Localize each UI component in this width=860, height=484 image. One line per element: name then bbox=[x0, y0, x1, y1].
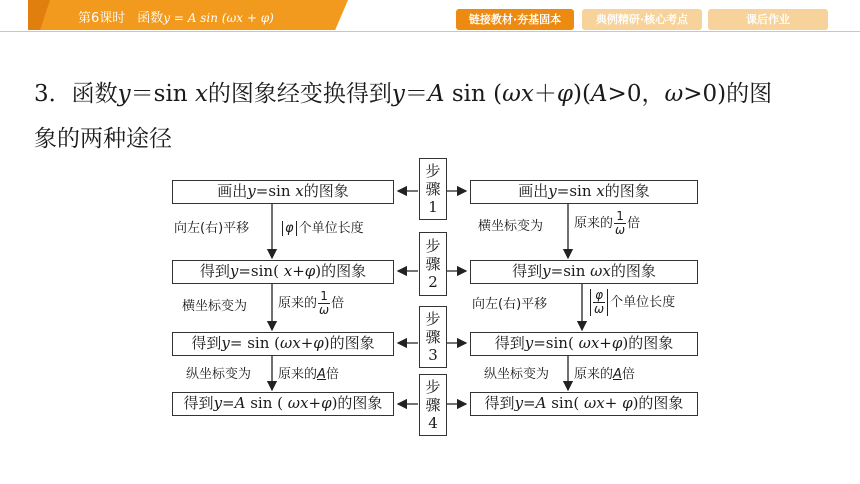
transform-suffix: 倍 bbox=[627, 216, 641, 231]
transform-middle: 原来的 bbox=[574, 216, 614, 231]
frac-num: 1 bbox=[318, 290, 330, 304]
step-char: 骤 bbox=[425, 328, 441, 346]
frac-den: ω bbox=[615, 223, 626, 237]
heading-part: 的图象经变换得到 bbox=[207, 81, 392, 107]
step-char: 1 bbox=[428, 198, 438, 216]
left-transform-3-detail bbox=[278, 366, 339, 384]
heading-part: y bbox=[391, 81, 405, 107]
heading-part: sin ( bbox=[444, 81, 503, 107]
step-char: 骤 bbox=[425, 255, 441, 273]
heading-part: ＝ bbox=[404, 81, 428, 107]
fraction-1-over-omega bbox=[614, 210, 626, 237]
step-char: 步 bbox=[425, 237, 441, 255]
left-box-2: 得到y=sin( x+φ)的图象 bbox=[172, 260, 394, 284]
left-box-3: 得到y= sin (ωx+φ)的图象 bbox=[172, 332, 394, 356]
heading-part: ωx bbox=[502, 81, 534, 107]
heading-part: x bbox=[194, 81, 208, 107]
step-box-2 bbox=[419, 232, 447, 296]
transform-suffix: 个单位长度 bbox=[610, 295, 676, 310]
transform-middle: 原来的 bbox=[574, 367, 614, 382]
heading-line-2: 象的两种途径 bbox=[34, 126, 172, 152]
frac-den: ω bbox=[594, 302, 605, 316]
abs-phi: φ bbox=[282, 221, 297, 236]
step-box-3 bbox=[419, 306, 447, 368]
heading-part: A bbox=[590, 81, 608, 107]
frac-num: φ bbox=[593, 289, 605, 303]
heading-part: ＝sin bbox=[130, 81, 195, 107]
lesson-label: 第6课时 bbox=[78, 11, 126, 26]
step-char: 2 bbox=[428, 273, 438, 291]
right-transform-3-prefix: 纵坐标变为 bbox=[484, 367, 550, 382]
heading-part: 3．函数 bbox=[34, 81, 118, 107]
right-transform-1-detail bbox=[574, 210, 640, 237]
lesson-title-prefix: 函数 bbox=[137, 11, 164, 26]
transform-suffix: 倍 bbox=[621, 367, 635, 382]
transform-middle: 原来的 bbox=[278, 367, 318, 382]
step-char: 步 bbox=[425, 310, 441, 328]
abs-fraction-phi-over-omega bbox=[590, 289, 608, 316]
step-char: 4 bbox=[428, 414, 438, 432]
right-transform-1-prefix: 横坐标变为 bbox=[478, 219, 544, 234]
right-box-4: 得到y=A sin( ωx+ φ)的图象 bbox=[470, 392, 698, 416]
heading-part: A bbox=[427, 81, 445, 107]
step-box-4 bbox=[419, 374, 447, 436]
step-char: 骤 bbox=[425, 180, 441, 198]
left-transform-1-prefix: 向左(右)平移 bbox=[174, 221, 250, 236]
right-box-2: 得到y=sin ωx的图象 bbox=[470, 260, 698, 284]
left-box-4: 得到y=A sin ( ωx+φ)的图象 bbox=[172, 392, 394, 416]
step-char: 步 bbox=[425, 378, 441, 396]
right-box-3: 得到y=sin( ωx+φ)的图象 bbox=[470, 332, 698, 356]
step-box-1 bbox=[419, 158, 447, 220]
var-a: A bbox=[613, 367, 622, 382]
transform-middle: 原来的 bbox=[278, 296, 318, 311]
right-box-1: 画出y=sin x的图象 bbox=[470, 180, 698, 204]
heading-part: φ bbox=[556, 81, 573, 107]
left-transform-1-detail bbox=[280, 220, 364, 238]
left-box-1: 画出y=sin x的图象 bbox=[172, 180, 394, 204]
frac-den: ω bbox=[319, 303, 330, 317]
heading-part: )( bbox=[572, 81, 591, 107]
tab-homework[interactable]: 课后作业 bbox=[708, 9, 828, 30]
heading-part: y bbox=[117, 81, 131, 107]
heading-part: >0， bbox=[607, 81, 665, 107]
left-transform-2-prefix: 横坐标变为 bbox=[182, 299, 248, 314]
right-transform-3-detail bbox=[574, 366, 635, 384]
fraction-1-over-omega bbox=[318, 290, 330, 317]
left-transform-2-detail bbox=[278, 290, 344, 317]
heading-part: ＋ bbox=[533, 81, 557, 107]
tab-textbook-basics[interactable]: 链接教材·夯基固本 bbox=[456, 9, 574, 30]
left-transform-3-prefix: 纵坐标变为 bbox=[186, 367, 252, 382]
transform-suffix: 倍 bbox=[331, 296, 345, 311]
step-char: 3 bbox=[428, 346, 438, 364]
var-a: A bbox=[317, 367, 326, 382]
tab-example-study[interactable]: 典例精研·核心考点 bbox=[582, 9, 702, 30]
step-char: 骤 bbox=[425, 396, 441, 414]
right-transform-2-prefix: 向左(右)平移 bbox=[472, 297, 548, 312]
frac-num: 1 bbox=[614, 210, 626, 224]
lesson-formula: y = A sin (ωx + φ) bbox=[163, 11, 274, 25]
right-transform-2-detail bbox=[588, 289, 675, 316]
heading-part: ω bbox=[664, 81, 684, 107]
step-char: 步 bbox=[425, 162, 441, 180]
transform-suffix: 倍 bbox=[325, 367, 339, 382]
heading-part: >0)的图 bbox=[683, 81, 773, 107]
transform-suffix: 个单位长度 bbox=[298, 221, 364, 236]
